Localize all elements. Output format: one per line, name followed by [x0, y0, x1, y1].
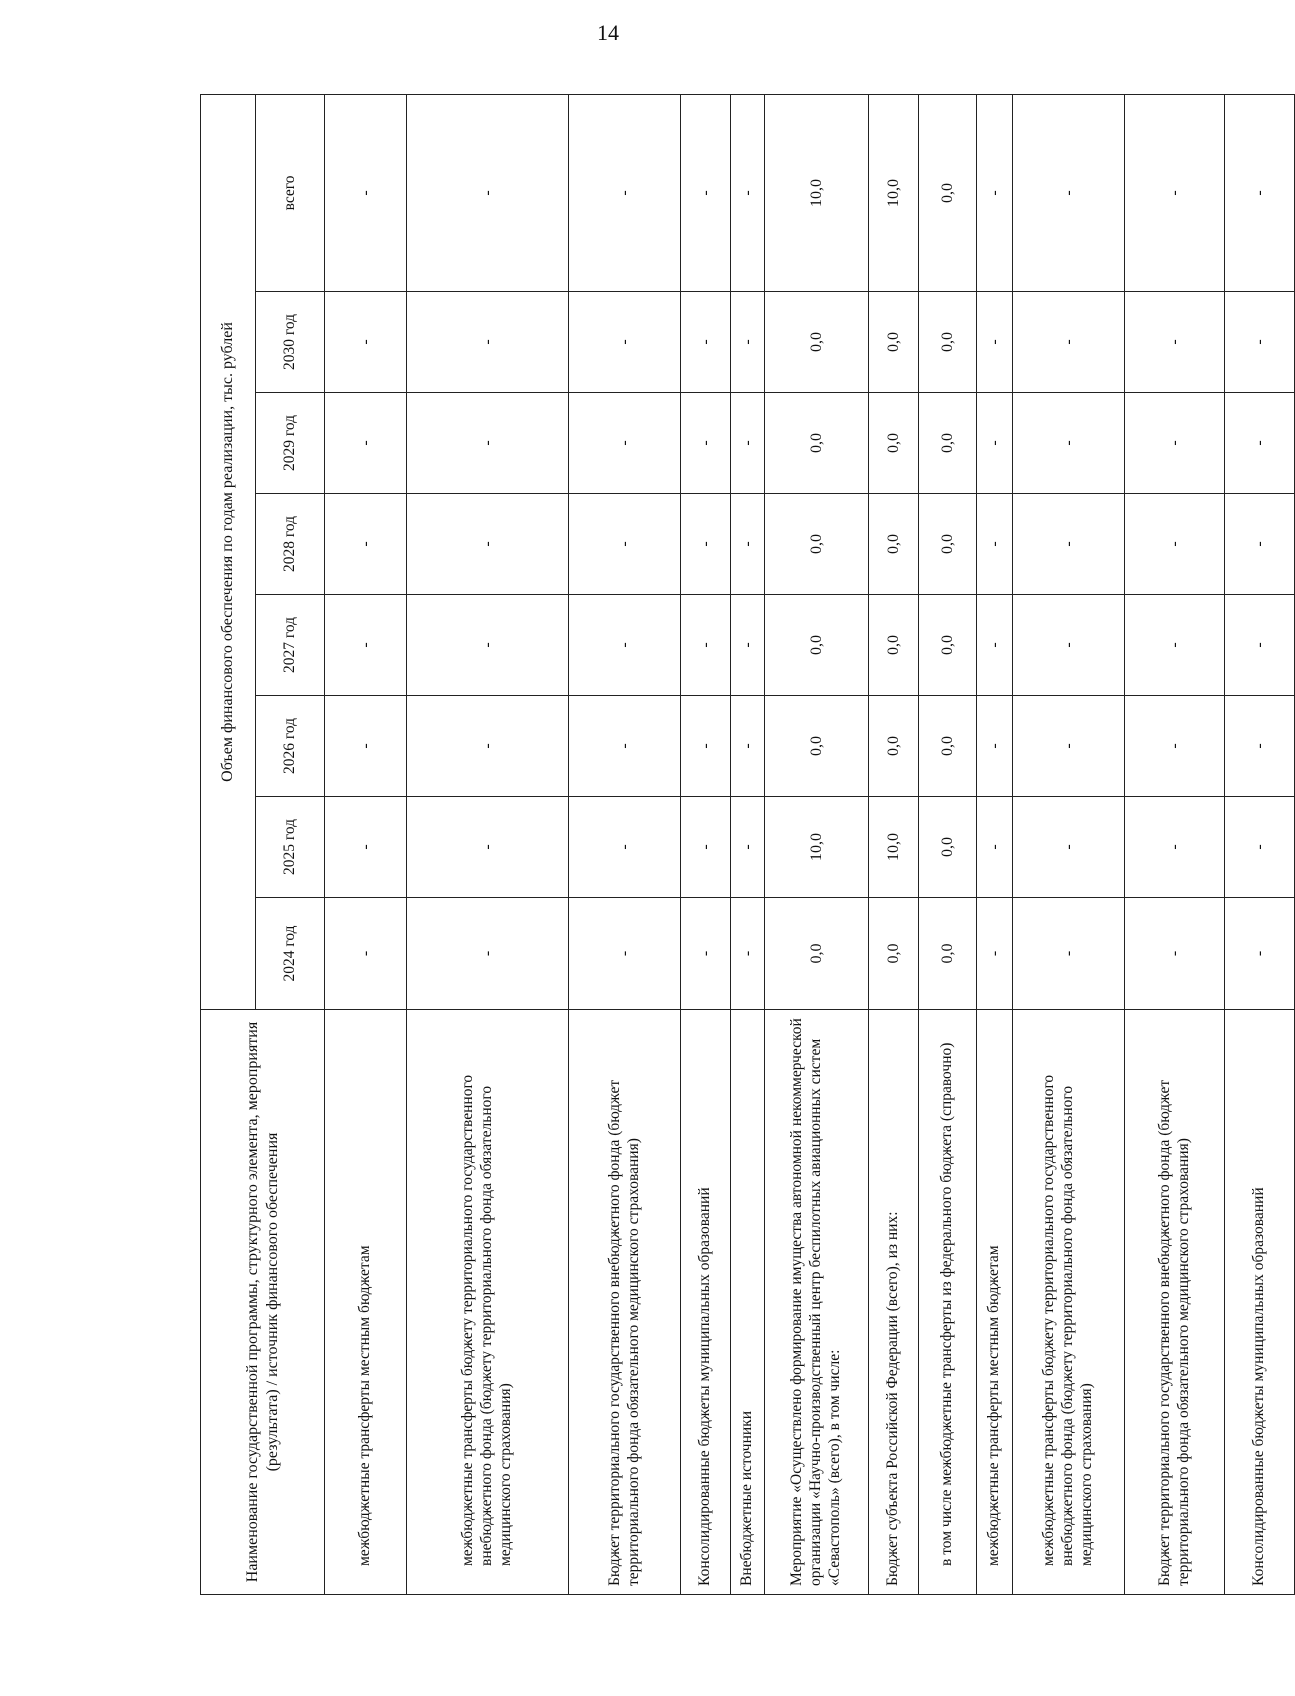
- year-value-cell: -: [977, 393, 1013, 494]
- table-row: [1125, 94, 1225, 1594]
- year-value-cell: -: [1013, 797, 1125, 898]
- year-value-cell: -: [1125, 696, 1225, 797]
- year-value-cell: 0,0: [765, 595, 869, 696]
- table-body: [325, 94, 1295, 1594]
- table-row: [869, 94, 919, 1594]
- row-name-cell: межбюджетные трансферты местным бюджетам: [325, 1010, 407, 1595]
- year-header: 2025 год: [256, 797, 325, 898]
- table-row: [919, 94, 977, 1594]
- year-value-cell: -: [681, 393, 731, 494]
- year-value-cell: 10,0: [765, 797, 869, 898]
- total-value-cell: -: [1013, 94, 1125, 291]
- total-value-cell: -: [681, 94, 731, 291]
- row-name-cell: Внебюджетные источники: [731, 1010, 765, 1595]
- year-value-cell: -: [1225, 595, 1295, 696]
- year-value-cell: -: [681, 696, 731, 797]
- year-value-cell: 0,0: [869, 393, 919, 494]
- year-value-cell: 0,0: [765, 696, 869, 797]
- year-value-cell: -: [977, 595, 1013, 696]
- year-value-cell: -: [977, 898, 1013, 1010]
- financing-table: [200, 94, 1295, 1595]
- row-name-cell: в том числе межбюджетные трансферты из федерального бюджета (справочно): [919, 1010, 977, 1595]
- table-row: [681, 94, 731, 1594]
- table-row: [765, 94, 869, 1594]
- year-value-cell: -: [407, 494, 569, 595]
- year-value-cell: -: [977, 494, 1013, 595]
- year-value-cell: -: [569, 494, 681, 595]
- year-value-cell: 10,0: [869, 797, 919, 898]
- table-row: [325, 94, 407, 1594]
- year-value-cell: -: [1125, 494, 1225, 595]
- row-name-cell: Консолидированные бюджеты муниципальных образований: [681, 1010, 731, 1595]
- year-value-cell: 0,0: [765, 898, 869, 1010]
- year-value-cell: 0,0: [919, 696, 977, 797]
- year-value-cell: 0,0: [869, 494, 919, 595]
- year-value-cell: -: [681, 797, 731, 898]
- year-value-cell: -: [1225, 696, 1295, 797]
- year-value-cell: 0,0: [919, 393, 977, 494]
- year-value-cell: 0,0: [765, 292, 869, 393]
- rotated-table-container: [200, 95, 1268, 1595]
- year-value-cell: -: [407, 292, 569, 393]
- row-name-cell: Бюджет территориального государственного внебюджетного фонда (бюджет территориального фонда обязательного медицинского страхования): [1125, 1010, 1225, 1595]
- year-header: 2027 год: [256, 595, 325, 696]
- page-number: 14: [597, 20, 619, 45]
- year-value-cell: 0,0: [869, 898, 919, 1010]
- year-value-cell: -: [977, 696, 1013, 797]
- year-value-cell: -: [1225, 797, 1295, 898]
- table-row: [731, 94, 765, 1594]
- year-value-cell: -: [1225, 393, 1295, 494]
- year-value-cell: -: [681, 898, 731, 1010]
- year-value-cell: -: [407, 595, 569, 696]
- year-value-cell: -: [731, 494, 765, 595]
- year-value-cell: -: [569, 898, 681, 1010]
- year-value-cell: -: [325, 494, 407, 595]
- year-value-cell: -: [325, 797, 407, 898]
- year-value-cell: -: [1225, 292, 1295, 393]
- year-header: 2024 год: [256, 898, 325, 1010]
- year-header: 2028 год: [256, 494, 325, 595]
- year-value-cell: -: [681, 595, 731, 696]
- year-value-cell: -: [731, 898, 765, 1010]
- year-value-cell: -: [407, 696, 569, 797]
- year-value-cell: -: [1125, 898, 1225, 1010]
- year-value-cell: -: [731, 393, 765, 494]
- year-value-cell: -: [681, 292, 731, 393]
- total-value-cell: -: [1125, 94, 1225, 291]
- year-value-cell: 0,0: [869, 292, 919, 393]
- year-value-cell: -: [1225, 898, 1295, 1010]
- year-value-cell: -: [325, 898, 407, 1010]
- row-name-cell: межбюджетные трансферты бюджету территориального государственного внебюджетного фонда (бюджету территориального фонда обязательного медицинского страхования): [407, 1010, 569, 1595]
- year-value-cell: -: [731, 696, 765, 797]
- year-value-cell: -: [731, 292, 765, 393]
- year-value-cell: -: [1125, 292, 1225, 393]
- year-value-cell: -: [1125, 393, 1225, 494]
- header-row-1: [201, 94, 256, 1594]
- year-value-cell: -: [1013, 393, 1125, 494]
- table-row: [1225, 94, 1295, 1594]
- year-value-cell: 0,0: [869, 696, 919, 797]
- table-row: [569, 94, 681, 1594]
- total-value-cell: -: [1225, 94, 1295, 291]
- year-value-cell: -: [977, 292, 1013, 393]
- year-value-cell: -: [1013, 292, 1125, 393]
- year-value-cell: -: [407, 898, 569, 1010]
- year-header: 2030 год: [256, 292, 325, 393]
- total-header: всего: [256, 94, 325, 291]
- year-value-cell: -: [325, 595, 407, 696]
- year-value-cell: -: [407, 393, 569, 494]
- total-value-cell: 0,0: [919, 94, 977, 291]
- year-value-cell: -: [1125, 797, 1225, 898]
- year-value-cell: 0,0: [919, 494, 977, 595]
- year-value-cell: -: [569, 797, 681, 898]
- year-header: 2026 год: [256, 696, 325, 797]
- year-value-cell: 0,0: [919, 595, 977, 696]
- total-value-cell: -: [731, 94, 765, 291]
- year-value-cell: -: [731, 797, 765, 898]
- row-name-cell: Консолидированные бюджеты муниципальных образований: [1225, 1010, 1295, 1595]
- year-value-cell: -: [731, 595, 765, 696]
- total-value-cell: 10,0: [765, 94, 869, 291]
- row-name-cell: Бюджет территориального государственного внебюджетного фонда (бюджет территориального фонда обязательного медицинского страхования): [569, 1010, 681, 1595]
- year-value-cell: -: [977, 797, 1013, 898]
- row-name-cell: Бюджет субъекта Российской Федерации (всего), из них:: [869, 1010, 919, 1595]
- total-value-cell: -: [407, 94, 569, 291]
- year-value-cell: -: [1013, 595, 1125, 696]
- table-row: [977, 94, 1013, 1594]
- year-value-cell: -: [1013, 696, 1125, 797]
- total-value-cell: -: [977, 94, 1013, 291]
- total-value-cell: 10,0: [869, 94, 919, 291]
- year-value-cell: -: [325, 696, 407, 797]
- year-value-cell: -: [569, 595, 681, 696]
- volume-header: Объем финансового обеспечения по годам реализации, тыс. рублей: [201, 94, 256, 1009]
- year-value-cell: -: [1013, 494, 1125, 595]
- total-value-cell: -: [569, 94, 681, 291]
- year-value-cell: -: [407, 797, 569, 898]
- row-name-cell: межбюджетные трансферты местным бюджетам: [977, 1010, 1013, 1595]
- year-value-cell: -: [1225, 494, 1295, 595]
- year-value-cell: 0,0: [869, 595, 919, 696]
- year-value-cell: 0,0: [919, 797, 977, 898]
- row-name-cell: межбюджетные трансферты бюджету территориального государственного внебюджетного фонда (бюджету территориального фонда обязательного медицинского страхования): [1013, 1010, 1125, 1595]
- year-value-cell: 0,0: [765, 393, 869, 494]
- year-value-cell: 0,0: [765, 494, 869, 595]
- row-name-cell: Мероприятие «Осуществлено формирование имущества автономной некоммерческой организации «Научно-производственный центр беспилотных авиационных систем «Севастополь» (всего), в том числе:: [765, 1010, 869, 1595]
- year-value-cell: -: [1013, 898, 1125, 1010]
- year-value-cell: 0,0: [919, 898, 977, 1010]
- year-value-cell: -: [325, 292, 407, 393]
- total-value-cell: -: [325, 94, 407, 291]
- year-value-cell: -: [569, 292, 681, 393]
- year-value-cell: -: [325, 393, 407, 494]
- year-value-cell: 0,0: [919, 292, 977, 393]
- year-value-cell: -: [569, 393, 681, 494]
- table-row: [407, 94, 569, 1594]
- year-value-cell: -: [569, 696, 681, 797]
- year-value-cell: -: [681, 494, 731, 595]
- name-column-header: Наименование государственной программы, структурного элемента, мероприятия (результата) / источник финансового обеспечения: [201, 1010, 325, 1595]
- year-header: 2029 год: [256, 393, 325, 494]
- year-value-cell: -: [1125, 595, 1225, 696]
- table-row: [1013, 94, 1125, 1594]
